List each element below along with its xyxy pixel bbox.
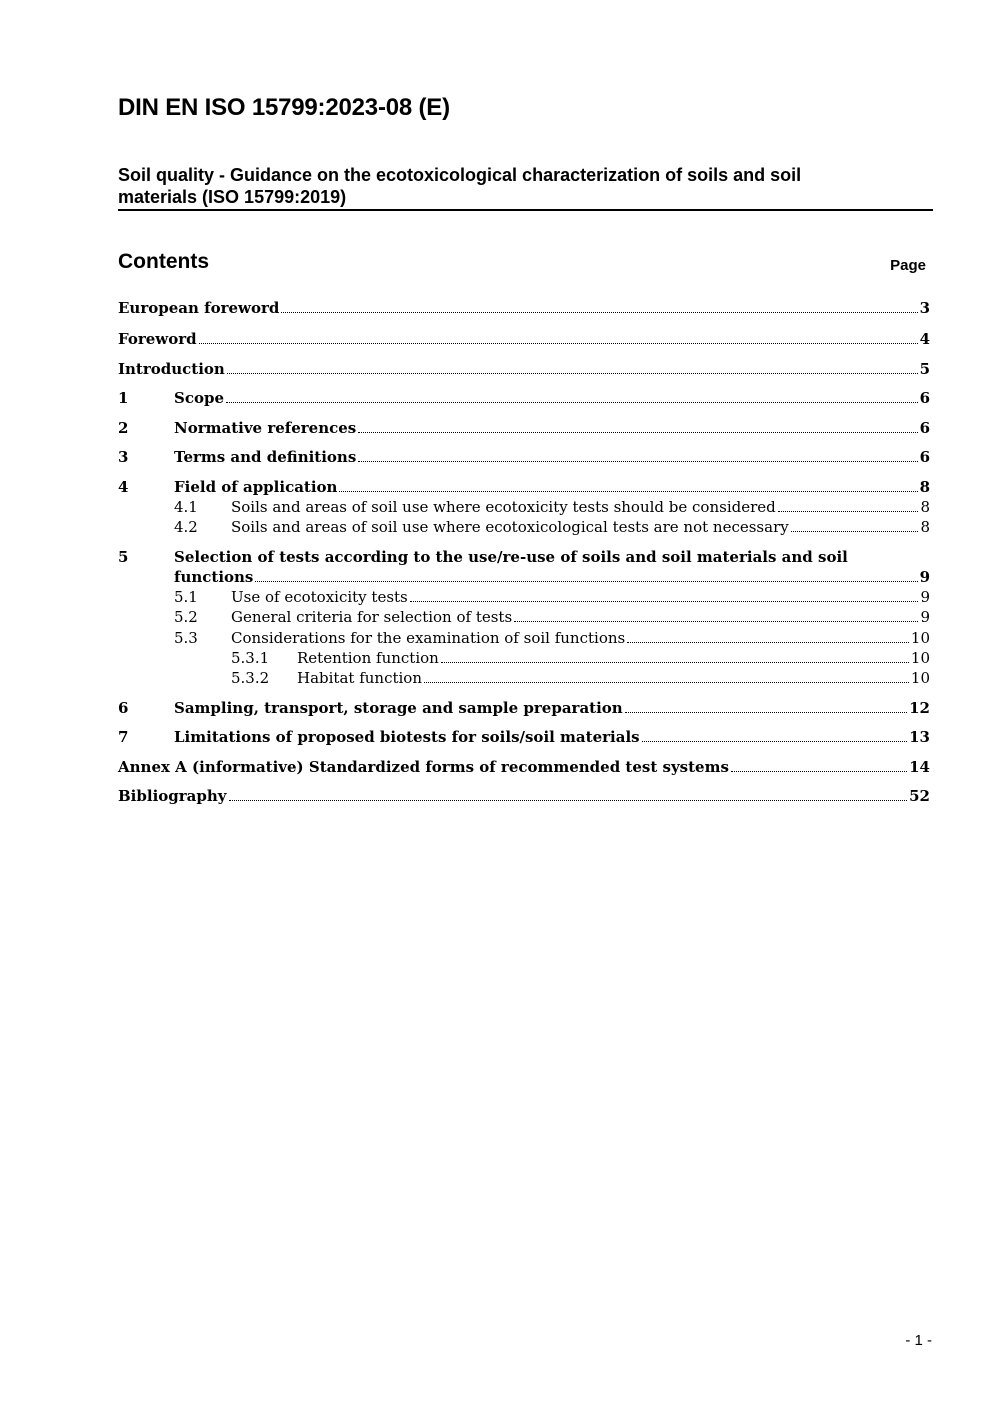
toc-leader-dots — [778, 510, 919, 512]
toc-entry-title: Considerations for the examination of soil functions — [231, 629, 626, 647]
toc-entry-5-3-2[interactable] — [118, 668, 930, 688]
toc-leader-dots — [358, 460, 917, 462]
toc-entry-title-line-1[interactable]: Selection of tests according to the use/re-use of soils and soil materials and soil — [174, 548, 848, 566]
toc-entry-number: 1 — [118, 389, 129, 407]
toc-entry-page: 10 — [910, 669, 930, 687]
toc-entry-selection-of-tests[interactable] — [174, 567, 930, 587]
toc-entry-title: Use of ecotoxicity tests — [231, 588, 408, 606]
toc-entry-page: 9 — [919, 568, 930, 586]
toc-entry-5-1[interactable] — [118, 587, 930, 607]
toc-entry-5-2[interactable] — [118, 607, 930, 627]
toc-entry-title: Field of application — [174, 478, 338, 496]
toc-entry-number: 4 — [118, 478, 129, 496]
toc-entry-number: 5.1 — [174, 588, 198, 606]
toc-leader-dots — [227, 372, 918, 374]
toc-entry-title: General criteria for selection of tests — [231, 608, 513, 626]
toc-entry-title: functions — [174, 568, 254, 586]
toc-entry-number: 5.2 — [174, 608, 198, 626]
toc-leader-dots — [281, 311, 917, 313]
toc-entry-normative-references[interactable] — [118, 418, 930, 438]
toc-leader-dots — [226, 401, 918, 403]
toc-entry-page: 8 — [920, 518, 930, 536]
page-column-label: Page — [890, 257, 926, 274]
toc-entry-page: 6 — [919, 448, 930, 466]
toc-entry-title: Annex A (informative) Standardized forms of recommended test systems — [118, 758, 729, 776]
toc-entry-number: 4.1 — [174, 498, 198, 516]
toc-leader-dots — [625, 711, 907, 713]
toc-entry-page: 4 — [919, 330, 930, 348]
document-subtitle — [118, 164, 933, 211]
toc-entry-european-foreword[interactable] — [118, 298, 930, 318]
toc-entry-page: 9 — [920, 608, 930, 626]
subtitle-line-1: Soil quality - Guidance on the ecotoxicological characterization of soils and soil — [118, 165, 802, 185]
toc-entry-number: 7 — [118, 728, 129, 746]
toc-entry-5-3[interactable] — [118, 628, 930, 648]
toc-entry-page: 52 — [909, 787, 930, 805]
toc-entry-number: 4.2 — [174, 518, 198, 536]
toc-entry-page: 12 — [909, 699, 930, 717]
toc-entry-page: 8 — [919, 478, 930, 496]
toc-entry-page: 10 — [910, 629, 930, 647]
toc-entry-foreword[interactable] — [118, 329, 930, 349]
toc-entry-5-3-1[interactable] — [118, 648, 930, 668]
toc-entry-title: Foreword — [118, 330, 197, 348]
toc-entry-page: 13 — [909, 728, 930, 746]
subtitle-line-2: materials (ISO 15799:2019) — [118, 187, 347, 207]
toc-entry-page: 9 — [920, 588, 930, 606]
toc-entry-4-2[interactable] — [118, 517, 930, 537]
toc-entry-page: 6 — [919, 419, 930, 437]
toc-entry-introduction[interactable] — [118, 359, 930, 379]
toc-leader-dots — [441, 661, 909, 663]
toc-entry-page: 14 — [909, 758, 930, 776]
toc-leader-dots — [424, 681, 909, 683]
toc-entry-field-of-application[interactable] — [118, 477, 930, 497]
toc-entry-title: European foreword — [118, 299, 280, 317]
toc-entry-number: 5 — [118, 548, 129, 566]
toc-entry-title: Habitat function — [297, 669, 422, 687]
toc-leader-dots — [791, 530, 919, 532]
toc-leader-dots — [199, 342, 918, 344]
toc-entry-title: Retention function — [297, 649, 439, 667]
toc-entry-scope[interactable] — [118, 388, 930, 408]
toc-leader-dots — [627, 641, 909, 643]
toc-entry-number: 6 — [118, 699, 129, 717]
toc-leader-dots — [255, 580, 917, 582]
toc-entry-number: 5.3.1 — [231, 649, 270, 667]
toc-entry-page: 6 — [919, 389, 930, 407]
toc-entry-number: 5.3.2 — [231, 669, 270, 687]
toc-entry-annex-a[interactable] — [118, 757, 930, 777]
toc-entry-number: 3 — [118, 448, 129, 466]
toc-entry-title: Limitations of proposed biotests for soils/soil materials — [174, 728, 640, 746]
toc-entry-title: Normative references — [174, 419, 357, 437]
toc-entry-limitations[interactable] — [118, 727, 930, 747]
toc-entry-page: 10 — [910, 649, 930, 667]
toc-entry-page: 8 — [920, 498, 930, 516]
toc-leader-dots — [229, 799, 908, 801]
toc-leader-dots — [642, 740, 908, 742]
toc-entry-title: Bibliography — [118, 787, 227, 805]
toc-entry-number: 2 — [118, 419, 129, 437]
toc-leader-dots — [410, 600, 919, 602]
toc-entry-sampling[interactable] — [118, 698, 930, 718]
toc-entry-4-1[interactable] — [118, 497, 930, 517]
toc-entry-title: Scope — [174, 389, 225, 407]
toc-leader-dots — [731, 770, 907, 772]
toc-leader-dots — [514, 620, 918, 622]
toc-entry-title: Sampling, transport, storage and sample preparation — [174, 699, 623, 717]
toc-entry-terms-and-definitions[interactable] — [118, 447, 930, 467]
toc-entry-title: Introduction — [118, 360, 225, 378]
contents-heading: Contents — [118, 250, 209, 273]
document-title: DIN EN ISO 15799:2023-08 (E) — [118, 94, 450, 121]
toc-leader-dots — [358, 431, 917, 433]
toc-entry-title: Soils and areas of soil use where ecotoxicity tests should be considered — [231, 498, 776, 516]
toc-entry-title: Terms and definitions — [174, 448, 357, 466]
toc-entry-page: 5 — [919, 360, 930, 378]
toc-entry-page: 3 — [919, 299, 930, 317]
toc-entry-bibliography[interactable] — [118, 786, 930, 806]
toc-leader-dots — [339, 490, 917, 492]
toc-entry-number: 5.3 — [174, 629, 198, 647]
page-number: - 1 - — [905, 1332, 932, 1349]
toc-entry-title: Soils and areas of soil use where ecotoxicological tests are not necessary — [231, 518, 789, 536]
